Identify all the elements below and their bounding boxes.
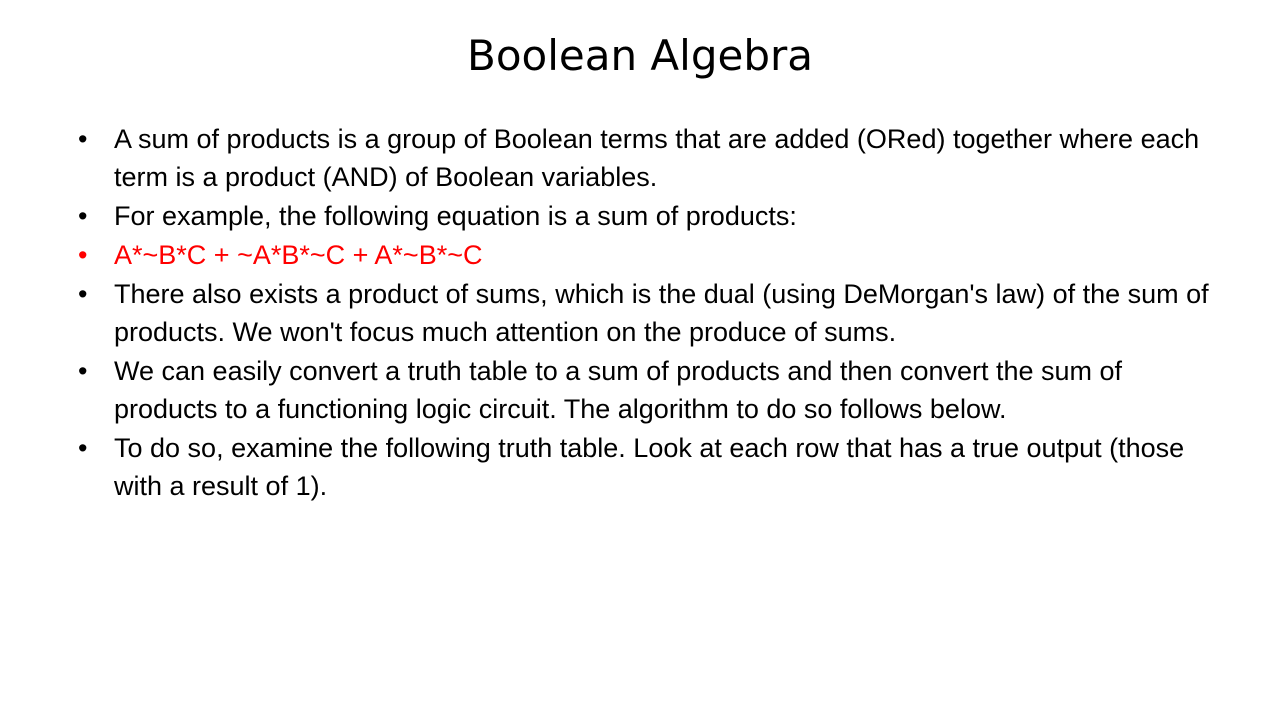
- bullet-item-sum-of-products-definition: [78, 120, 1228, 196]
- bullet-text: For example, the following equation is a sum of products:: [114, 201, 797, 231]
- bullet-dot-icon: •: [78, 433, 88, 463]
- bullet-text: There also exists a product of sums, which is the dual (using DeMorgan's law) of the sum of products. We won't focus much attention on the produce of sums.: [114, 279, 1209, 347]
- bullet-list: [78, 120, 1228, 506]
- bullet-dot-icon: •: [78, 279, 88, 309]
- bullet-text: We can easily convert a truth table to a sum of products and then convert the sum of products to a functioning logic circuit. The algorithm to do so follows below.: [114, 356, 1123, 424]
- bullet-dot-icon: •: [78, 201, 88, 231]
- bullet-item-example-intro: [78, 197, 1228, 235]
- bullet-item-conversion: [78, 352, 1228, 428]
- bullet-dot-icon: •: [78, 240, 88, 270]
- slide-title: Boolean Algebra: [467, 31, 813, 80]
- bullet-dot-icon: •: [78, 356, 88, 386]
- equation-text: A*~B*C + ~A*B*~C + A*~B*~C: [114, 240, 483, 270]
- bullet-dot-icon: •: [78, 124, 88, 154]
- bullet-text: To do so, examine the following truth table. Look at each row that has a true output (those with a result of 1).: [114, 433, 1185, 501]
- bullet-text: A sum of products is a group of Boolean terms that are added (ORed) together where each term is a product (AND) of Boolean variables.: [114, 124, 1200, 192]
- bullet-item-truth-table-instruction: [78, 429, 1228, 505]
- bullet-item-example-equation: [78, 236, 1228, 274]
- bullet-item-product-of-sums: [78, 275, 1228, 351]
